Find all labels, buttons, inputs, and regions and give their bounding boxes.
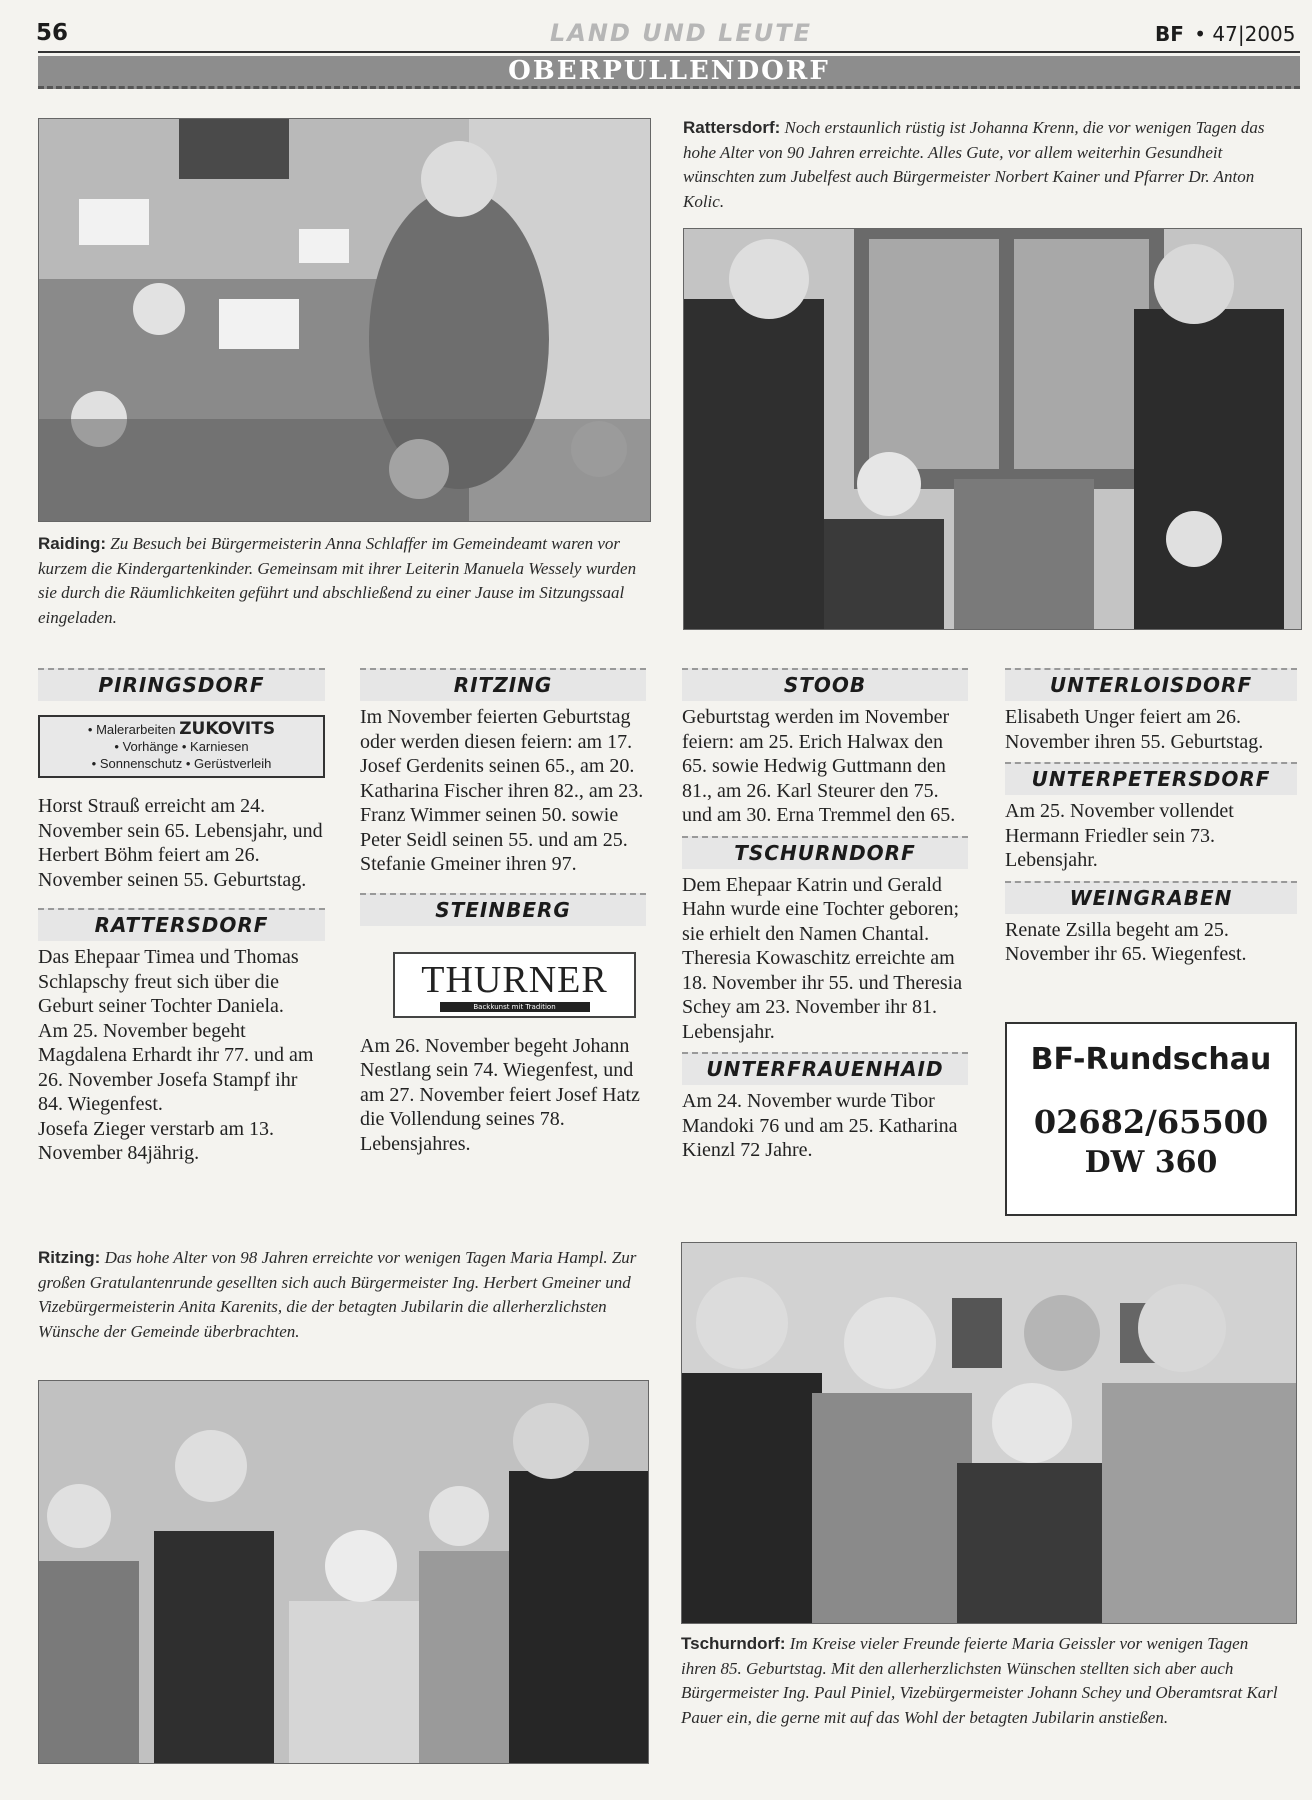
photo-tschurndorf-image — [682, 1243, 1296, 1623]
caption-rattersdorf-text: Noch erstaunlich rüstig ist Johanna Krenn, die vor wenigen Tagen das hohe Alter von 90 Jahren erreichte. Alles Gute, vor allem weiterhin Gesundheit wünschten zum Jubelfest auch Bürgermeister Norbert Kainer und Pfarrer Dr. Anton Kolic. — [683, 118, 1265, 211]
column-4 — [1005, 668, 1297, 967]
heading-steinberg: STEINBERG — [360, 893, 646, 926]
caption-ritzing-place: Ritzing: — [38, 1248, 101, 1267]
ad-thurner-brand: THURNER — [421, 958, 608, 1001]
header-rule — [38, 51, 1300, 53]
text-rattersdorf-2: Am 25. November begeht Magdalena Erhardt ihr 77. und am 26. November Josefa Stampf ihr 84. Wiegenfest. — [38, 1019, 314, 1115]
photo-rattersdorf-image — [684, 229, 1301, 629]
text-ritzing: Im November feierten Geburtstag oder werden diesen feiern: am 17. Josef Gerdenits seinen 65., am 20. Katharina Fischer ihren 82., am 23. Franz Wimmer seinen 50. sowie Peter Seidl seinen 55. und am 25. Stefanie Gmeiner ihren 97. — [360, 706, 644, 875]
column-2 — [360, 668, 646, 1156]
caption-rattersdorf-place: Rattersdorf: — [683, 118, 781, 137]
caption-raiding — [38, 532, 649, 630]
heading-unterpetersdorf: UNTERPETERSDORF — [1005, 762, 1297, 795]
text-weingraben: Renate Zsilla begeht am 25. November ihr 65. Wiegenfest. — [1005, 918, 1247, 965]
promo-extension: DW 360 — [1084, 1145, 1218, 1180]
ad-zukovits-line3: • Sonnenschutz • Gerüstverleih — [91, 756, 272, 771]
heading-unterfrauenhaid: UNTERFRAUENHAID — [682, 1052, 968, 1085]
photo-ritzing-image — [39, 1381, 648, 1763]
photo-raiding — [38, 118, 651, 522]
heading-rattersdorf: RATTERSDORF — [38, 908, 325, 941]
text-steinberg: Am 26. November begeht Johann Nestlang sein 74. Wiegenfest, und am 27. November feiert Josef Hatz die Vollendung seines 78. Lebensjahres. — [360, 1034, 640, 1155]
heading-piringsdorf: PIRINGSDORF — [38, 668, 325, 701]
ad-thurner-tagline: Backkunst mit Tradition — [440, 1002, 590, 1012]
text-unterfrauenhaid: Am 24. November wurde Tibor Mandoki 76 und am 25. Katharina Kienzl 72 Jahre. — [682, 1090, 958, 1161]
text-tschurndorf-2: Theresia Kowaschitz erreichte am 18. November ihr 55. und Theresia Schey am 23. November ihr 81. Lebensjahr. — [682, 947, 963, 1043]
text-rattersdorf-1: Das Ehepaar Timea und Thomas Schlapschy freut sich über die Geburt seiner Tochter Daniela. — [38, 946, 299, 1017]
caption-ritzing — [38, 1246, 649, 1344]
ad-zukovits-line1 — [42, 721, 321, 738]
photo-ritzing — [38, 1380, 649, 1764]
caption-tschurndorf-text: Im Kreise vieler Freunde feierte Maria Geissler vor wenigen Tagen ihren 85. Geburtstag. Mit den allerherzlichsten Wünschen stellten sich aber auch Bürgermeister Ing. Paul Piniel, Vizebürgermeister Johann Schey und Oberamtsrat Karl Pauer ein, die gerne mit auf das Wohl der betagten Jubilarin anstießen. — [681, 1634, 1278, 1727]
heading-weingraben: WEINGRABEN — [1005, 881, 1297, 914]
page-number: 56 — [36, 20, 69, 46]
caption-tschurndorf-place: Tschurndorf: — [681, 1634, 786, 1653]
issue-bullet: • — [1194, 22, 1207, 46]
caption-ritzing-text: Das hohe Alter von 98 Jahren erreichte vor wenigen Tagen Maria Hampl. Zur großen Gratulantenrunde gesellten sich auch Bürgermeister Ing. Herbert Gmeiner und Vizebürgermeisterin Anita Karenits, die der betagten Jubilarin die allerherzlichsten Wünsche der Gemeinde überbrachten. — [38, 1248, 637, 1341]
text-unterloisdorf: Elisabeth Unger feiert am 26. November ihren 55. Geburtstag. — [1005, 706, 1264, 753]
photo-tschurndorf — [681, 1242, 1297, 1624]
section-title: LAND UND LEUTE — [550, 19, 813, 47]
caption-raiding-text: Zu Besuch bei Bürgermeisterin Anna Schlaffer im Gemeindeamt waren vor kurzem die Kindergartenkinder. Gemeinsam mit ihrer Leiterin Manuela Wessely wurden sie durch die Räumlichkeiten geführt und abschließend zu einer Jause im Sitzungssaal eingeladen. — [38, 534, 637, 627]
caption-rattersdorf — [683, 116, 1283, 214]
text-stoob: Geburtstag werden im November feiern: am 25. Erich Halwax den 65. sowie Hedwig Guttmann den 81., am 26. Karl Steurer den 75. und am 30. Erna Tremmel den 65. — [682, 706, 956, 826]
region-title: OBERPULLENDORF — [508, 56, 830, 86]
caption-tschurndorf — [681, 1632, 1287, 1730]
ad-zukovits-brand: ZUKOVITS — [179, 719, 276, 739]
text-unterpetersdorf: Am 25. November vollendet Hermann Friedler sein 73. Lebensjahr. — [1005, 800, 1234, 871]
text-piringsdorf: Horst Strauß erreicht am 24. November sein 65. Lebensjahr, und Herbert Böhm feiert am 26. November seinen 55. Geburtstag. — [38, 795, 323, 891]
caption-raiding-place: Raiding: — [38, 534, 106, 553]
photo-raiding-image — [39, 119, 650, 521]
issue-info — [1155, 22, 1296, 46]
text-rattersdorf-3: Josefa Zieger verstarb am 13. November 84jährig. — [38, 1117, 275, 1164]
ad-thurner — [393, 952, 636, 1018]
heading-stoob: STOOB — [682, 668, 968, 701]
ad-zukovits-service: • Malerarbeiten — [87, 722, 176, 737]
issue-number: 47|2005 — [1212, 22, 1296, 46]
promo-title: BF-Rundschau — [1030, 1042, 1272, 1077]
ad-zukovits-line2: • Vorhänge • Karniesen — [114, 739, 249, 754]
heading-ritzing: RITZING — [360, 668, 646, 701]
ad-zukovits — [38, 715, 325, 778]
promo-phone: 02682/65500 — [1033, 1103, 1269, 1141]
text-tschurndorf-1: Dem Ehepaar Katrin und Gerald Hahn wurde eine Tochter geboren; sie erhielt den Namen Chantal. — [682, 873, 960, 945]
publication-name: BF — [1155, 22, 1184, 46]
heading-tschurndorf: TSCHURNDORF — [682, 836, 968, 869]
photo-rattersdorf — [683, 228, 1302, 630]
heading-unterloisdorf: UNTERLOISDORF — [1005, 668, 1297, 701]
column-3 — [682, 668, 968, 1163]
region-bar — [38, 56, 1300, 89]
promo-rundschau — [1005, 1022, 1297, 1216]
column-1 — [38, 668, 325, 1166]
